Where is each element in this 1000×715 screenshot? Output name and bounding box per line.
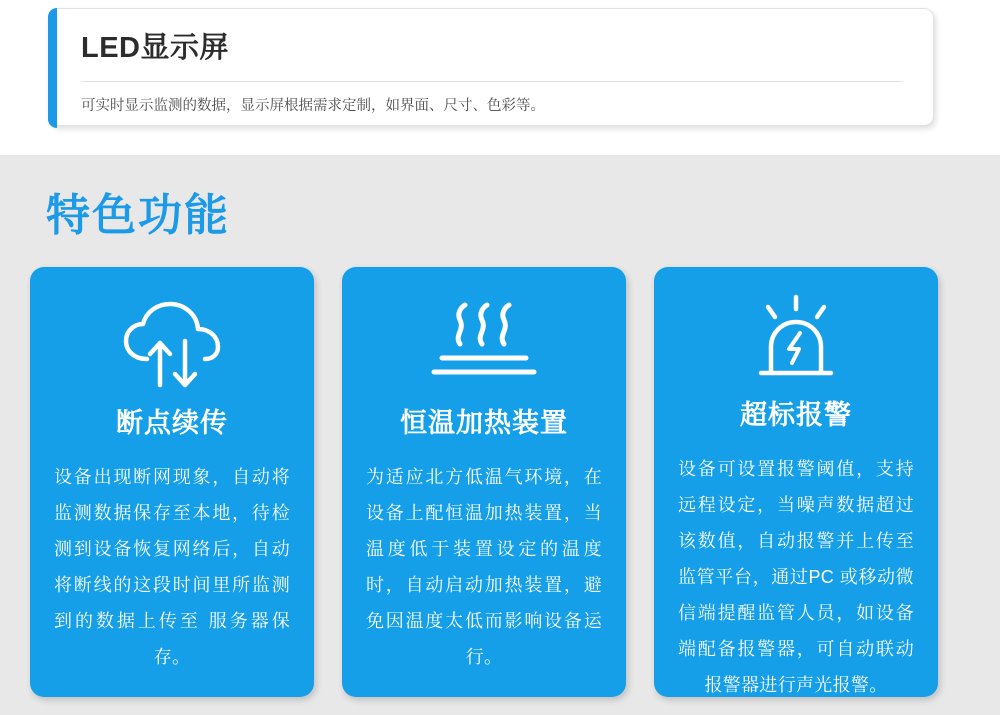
card-accent-bar xyxy=(48,8,57,128)
feature-card-over-limit-alarm xyxy=(654,267,938,697)
feature-cards-row xyxy=(0,245,1000,697)
alarm-light-icon xyxy=(739,293,854,393)
led-display-description: 可实时显示监测的数据，显示屏根据需求定制，如界面、尺寸、色彩等。 xyxy=(81,98,545,114)
cloud-sync-icon xyxy=(117,293,227,401)
led-display-card xyxy=(48,8,934,126)
led-display-section xyxy=(0,0,1000,155)
led-display-title: LED显示屏 xyxy=(81,31,903,82)
features-section-title: 特色功能 xyxy=(46,191,230,240)
feature-card-text: 设备出现断网现象，自动将监测数据保存至本地，待检测到设备恢复网络后，自动将断线的这段时间里所监测到的数据上传至 服务器保存。 xyxy=(54,467,290,667)
feature-card-title: 超标报警 xyxy=(740,400,852,430)
feature-card-breakpoint-resume xyxy=(30,267,314,697)
feature-card-text: 为适应北方低温气环境，在设备上配恒温加热装置，当温度低于装置设定的温度时，自动启动加热装置，避免因温度太低而影响设备运行。 xyxy=(366,467,602,667)
feature-card-constant-temperature-heater xyxy=(342,267,626,697)
feature-card-text: 设备可设置报警阈值，支持远程设定，当噪声数据超过该数值，自动报警并上传至监管平台，通过PC 或移动微信端提醒监管人员，如设备端配备报警器，可自动联动报警器进行声光报警。 xyxy=(678,459,914,695)
heater-icon xyxy=(424,293,544,401)
feature-card-title: 恒温加热装置 xyxy=(400,408,568,438)
feature-card-title: 断点续传 xyxy=(116,408,228,438)
features-section xyxy=(0,155,1000,715)
